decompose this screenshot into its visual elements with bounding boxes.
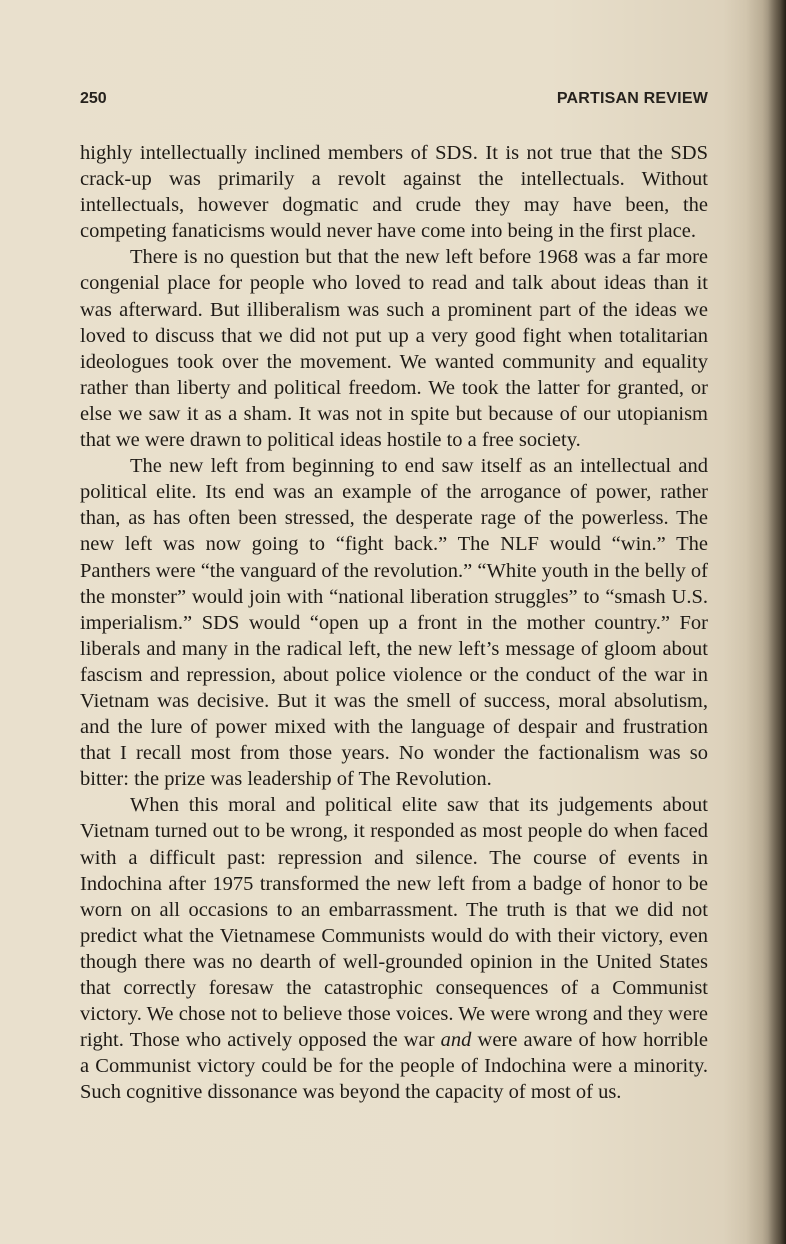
body-text: [80, 140, 708, 1105]
page-number: 250: [80, 90, 107, 107]
paragraph-text: When this moral and political elite saw that its judgements about Vietnam turned out to be wrong, it responded as most people do when faced with a difficult past: repression and silence. The course of events in Indochina after 1975 transformed the new left from a badge of honor to be worn on all occasions to an embarrassment. The truth is that we did not predict what the Vietnamese Communists would do with their victory, even though there was no dearth of well-grounded opinion in the United States that correctly foresaw the catastrophic consequences of a Communist victory. We chose not to believe those voices. We were wrong and they were right. Those who actively opposed the war: [80, 794, 708, 1052]
paragraph: The new left from beginning to end saw itself as an intellectual and political elite. Its end was an example of the arrogance of power, rather than, as has often been stressed, the desperate rage of the powerless. The new left was now going to “fight back.” The NLF would “win.” The Panthers were “the vanguard of the revolution.” “White youth in the belly of the monster” would join with “national liberation struggles” to “smash U.S. imperialism.” SDS would “open up a front in the mother country.” For liberals and many in the radical left, the new left’s message of gloom about fascism and repression, about police violence or the conduct of the war in Vietnam was decisive. But it was the smell of success, moral absolutism, and the lure of power mixed with the language of despair and frustration that I recall most from those years. No wonder the factionalism was so bitter: the prize was leadership of The Revolution.: [80, 455, 708, 791]
running-header: [80, 90, 708, 112]
emphasized-word: and: [440, 1029, 472, 1052]
journal-title: PARTISAN REVIEW: [556, 90, 708, 107]
paragraph: There is no question but that the new left before 1968 was a far more congenial place for people who loved to read and talk about ideas than it was afterward. But illiberalism was such a prominent part of the ideas we loved to discuss that we did not put up a very good fight when totalitarian ideologues took over the movement. We wanted community and equality rather than liberty and political freedom. We took the latter for granted, or else we saw it as a sham. It was not in spite but because of our utopianism that we were drawn to political ideas hostile to a free society.: [80, 246, 708, 452]
paragraph-continued: highly intellectually inclined members of SDS. It is not true that the SDS crack-up was primarily a revolt against the intellectuals. Without intellectuals, however dogmatic and crude they may have been, the competing fanaticisms would never have come into being in the first place.: [80, 142, 708, 243]
paragraph: [80, 792, 708, 1105]
paragraph-text: were aware of how horrible a Communist victory could be for the people of Indochina were a minority. Such cognitive dissonance was beyond the capacity of most of us.: [80, 1029, 708, 1104]
book-gutter-shadow: [746, 0, 786, 1244]
